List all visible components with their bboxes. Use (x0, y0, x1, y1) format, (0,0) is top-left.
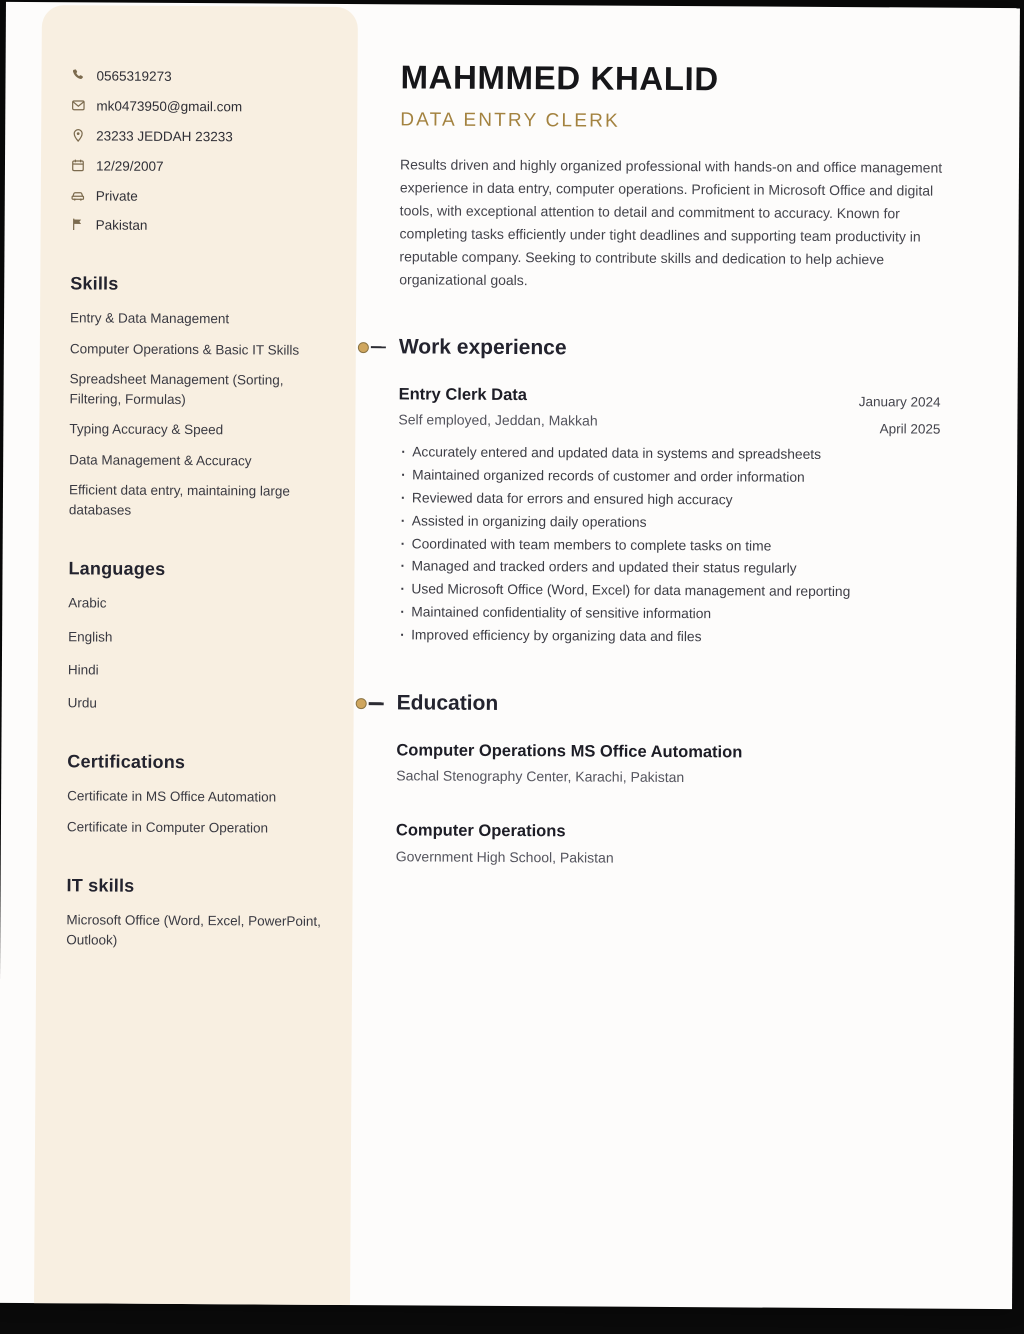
contact-phone (71, 67, 329, 87)
certifications-section (67, 752, 326, 839)
it-skill-item: Microsoft Office (Word, Excel, PowerPoint, Outlook) (66, 912, 322, 948)
work-experience-heading (399, 335, 947, 362)
skill-item: Spreadsheet Management (Sorting, Filtering, Formulas) (69, 371, 284, 408)
section-marker-icon (356, 698, 384, 709)
it-skills-heading: IT skills (66, 875, 135, 896)
work-entry-employer: Self employed, Jeddan, Makkah (398, 411, 598, 429)
section-marker-icon (358, 342, 386, 353)
certification-item: Certificate in Computer Operation (66, 818, 269, 836)
phone-icon (71, 68, 85, 82)
contact-phone-text: 0565319273 (96, 68, 172, 84)
work-bullet: · Improved efficiency by organizing data and files (397, 624, 945, 650)
education-entry-school: Sachal Stenography Center, Karachi, Pakistan (396, 767, 685, 786)
nationality-flag-icon (71, 218, 85, 232)
languages-section (68, 559, 327, 716)
work-entry-header (398, 383, 946, 437)
skill-item: Data Management & Accuracy (69, 451, 252, 469)
contact-nationality (71, 217, 329, 237)
work-bullet: · Maintained confidentiality of sensitive information (397, 602, 945, 628)
resume-page (0, 2, 1020, 1309)
skill-item: Entry & Data Management (70, 310, 230, 327)
work-bullet: · Coordinated with team members to complete tasks on time (398, 533, 946, 559)
work-bullet: · Maintained organized records of customer and order information (398, 464, 946, 490)
skill-item: Typing Accuracy & Speed (69, 421, 224, 438)
email-icon (71, 98, 85, 112)
certifications-heading: Certifications (67, 751, 186, 773)
education-entry-title: Computer Operations MS Office Automation (396, 741, 743, 762)
main-content (396, 4, 949, 903)
work-bullet: · Used Microsoft Office (Word, Excel) for data management and reporting (397, 579, 945, 605)
skill-item: Computer Operations & Basic IT Skills (69, 340, 300, 358)
it-skills-section (66, 875, 324, 952)
education-entry (396, 820, 944, 868)
work-experience-heading-text: Work experience (398, 335, 567, 360)
work-entry-dates (858, 388, 940, 442)
education-section (396, 691, 945, 867)
language-item: Hindi (67, 662, 99, 678)
language-item: Arabic (68, 595, 107, 611)
candidate-name: MAHMMED KHALID (400, 58, 719, 98)
work-date-end: April 2025 (879, 420, 941, 437)
work-entry-title: Entry Clerk Data (398, 385, 528, 404)
language-item: English (68, 628, 113, 645)
contact-email (71, 97, 329, 117)
skills-section (69, 274, 329, 523)
education-heading (397, 691, 945, 718)
contact-driving-license (71, 187, 329, 207)
candidate-job-title: DATA ENTRY CLERK (400, 109, 620, 132)
contact-address-text: 23233 JEDDAH 23233 (96, 128, 233, 145)
languages-heading: Languages (68, 558, 166, 580)
contact-birthdate (71, 157, 329, 177)
work-bullet: · Managed and tracked orders and updated their status regularly (397, 556, 945, 582)
education-entry (396, 739, 944, 787)
work-bullet: · Accurately entered and updated data in systems and spreadsheets (398, 441, 946, 467)
contact-birthdate-text: 12/29/2007 (95, 158, 164, 174)
sidebar (34, 5, 358, 1305)
skills-heading: Skills (70, 273, 119, 294)
certification-item: Certificate in MS Office Automation (67, 788, 277, 805)
contact-section (71, 67, 330, 237)
location-icon (71, 128, 85, 142)
education-entry-school: Government High School, Pakistan (395, 847, 614, 866)
work-bullet: · Reviewed data for errors and ensured high accuracy (398, 487, 946, 513)
contact-nationality-text: Pakistan (95, 217, 148, 234)
work-experience-section (397, 335, 947, 651)
work-bullet: · Assisted in organizing daily operations (398, 510, 946, 536)
education-heading-text: Education (396, 691, 499, 715)
driving-license-icon (71, 188, 85, 202)
education-entry-title: Computer Operations (395, 821, 566, 841)
language-item: Urdu (67, 695, 98, 711)
work-date-start: January 2024 (858, 393, 941, 410)
profile-summary: Results driven and highly organized professional with hands-on and office management experience in data entry, computer operations. Proficient in Microsoft Office and digital tools, with exceptional attention to detail and commitment to accuracy. Known for completing tasks efficiently under tight deadlines and supporting team productivity in reputable company. Seeking to contribute skills and dedication to help achieve organizational goals. (399, 156, 943, 288)
contact-address (71, 127, 329, 147)
skill-item: Efficient data entry, maintaining large databases (68, 482, 290, 518)
contact-driving-license-text: Private (95, 188, 138, 204)
work-bullet-list (397, 441, 946, 650)
calendar-icon (71, 158, 85, 172)
contact-email-text: mk0473950@gmail.com (96, 98, 243, 115)
